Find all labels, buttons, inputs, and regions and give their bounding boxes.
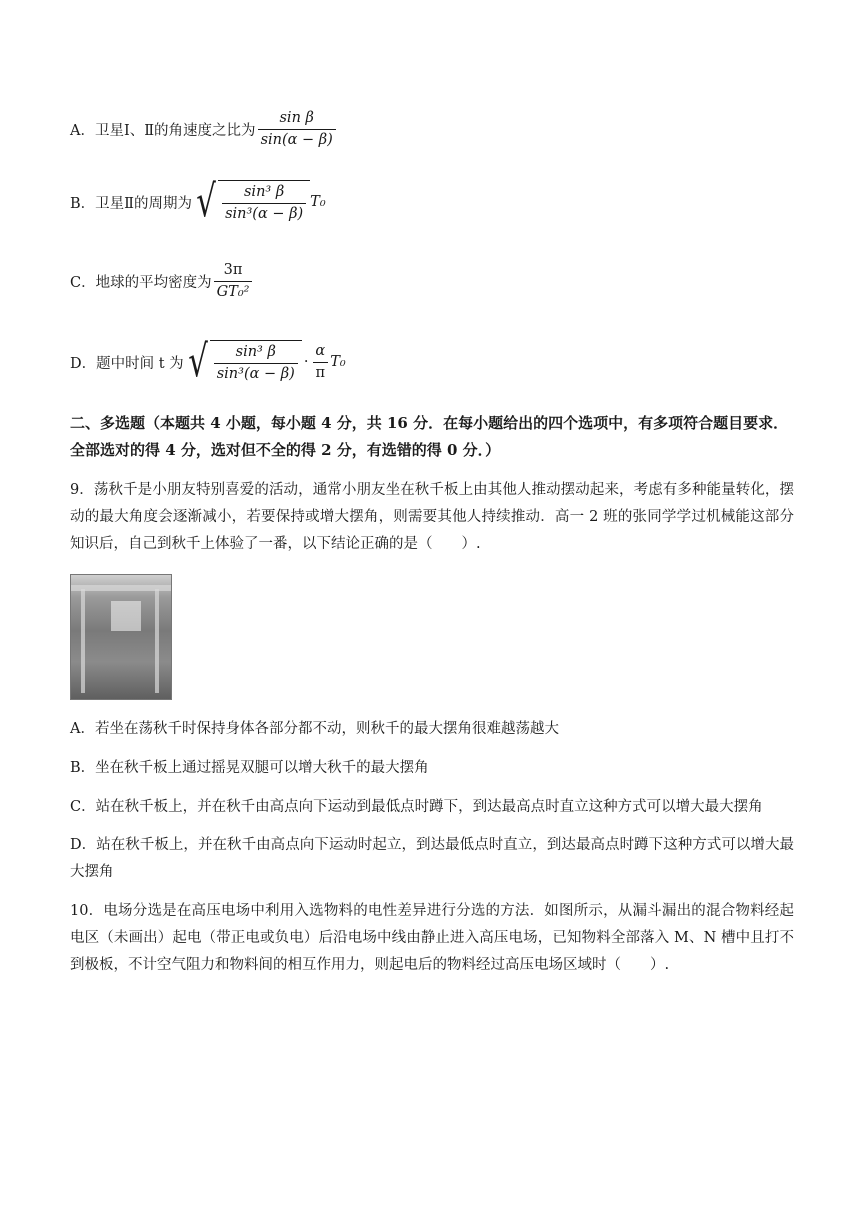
option-b-tail: T₀ [310,194,326,210]
option-d-fraction2: $\frac{\alpha}{\pi}$ [312,343,328,381]
option-d-sqrt: √ $\frac{\text{sin³ β}}{\text{sin³(α − β)}}$ [184,340,302,384]
question-9-option-a: A．若坐在荡秋千时保持身体各部分都不动，则秋千的最大摆角很难越荡越大 [70,721,559,737]
option-c-label: C．地球的平均密度为 [70,274,212,291]
option-b [70,176,326,227]
option-a [70,110,338,148]
question-10-stem: 10．电场分选是在高压电场中利用入选物料的电性差异进行分选的方法．如图所示，从漏斗漏出的混合物料经起电区（未画出）起电（带正电或负电）后沿电场中线由静止进入高压电场，已知物料全部落入 M、N 槽中且打不到极板，不计空气阻力和物料间的相互作用力，则起电后的物料经过高压电场区域时（ ）. [70,903,794,973]
question-9-option-c: C．站在秋千板上，并在秋千由高点向下运动到最低点时蹲下，到达最高点时直立这种方式可以增大最大摆角 [70,799,763,815]
section-heading-multiple-choice: 二、多选题（本题共 4 小题，每小题 4 分，共 16 分．在每小题给出的四个选项中，有多项符合题目要求．全部选对的得 4 分，选对但不全的得 2 分，有选错的得 0 分．） [70,414,789,459]
swing-photo [70,574,172,700]
option-c-fraction: $\frac{3\pi}{\text{GT₀²}}$ [214,262,253,300]
option-d [70,336,346,387]
question-9-option-d: D．站在秋千板上，并在秋千由高点向下运动时起立，到达最低点时直立，到达最高点时蹲下这种方式可以增大最大摆角 [70,837,794,880]
option-c [70,262,254,300]
option-d-tail: T₀ [330,354,346,370]
option-a-fraction: $\frac{\text{sin β}}{\sin(\alpha - \beta)}$ [258,110,336,148]
dot-operator: · [303,354,309,370]
sqrt-sign-icon: √ [187,336,208,387]
option-a-label: A．卫星Ⅰ、Ⅱ的角速度之比为 [70,122,256,139]
sqrt-sign-icon: √ [196,176,216,227]
question-9-stem: 9．荡秋千是小朋友特别喜爱的活动，通常小朋友坐在秋千板上由其他人推动摆动起来，考虑有多种能量转化，摆动的最大角度会逐渐减小，若要保持或增大摆角，则需要其他人持续推动．高一 2 班的张同学学过机械能这部分知识后，自己到秋千上体验了一番，以下结论正确的是（ ）. [70,482,794,552]
option-b-sqrt: √ $\frac{\text{sin³ β}}{\text{sin³(α − β)}}$ [192,180,310,224]
question-9-option-b: B．坐在秋千板上通过摇晃双腿可以增大秋千的最大摆角 [70,760,429,776]
option-d-label: D．题中时间 t 为 [70,355,184,372]
option-b-label: B．卫星Ⅱ的周期为 [70,195,193,212]
